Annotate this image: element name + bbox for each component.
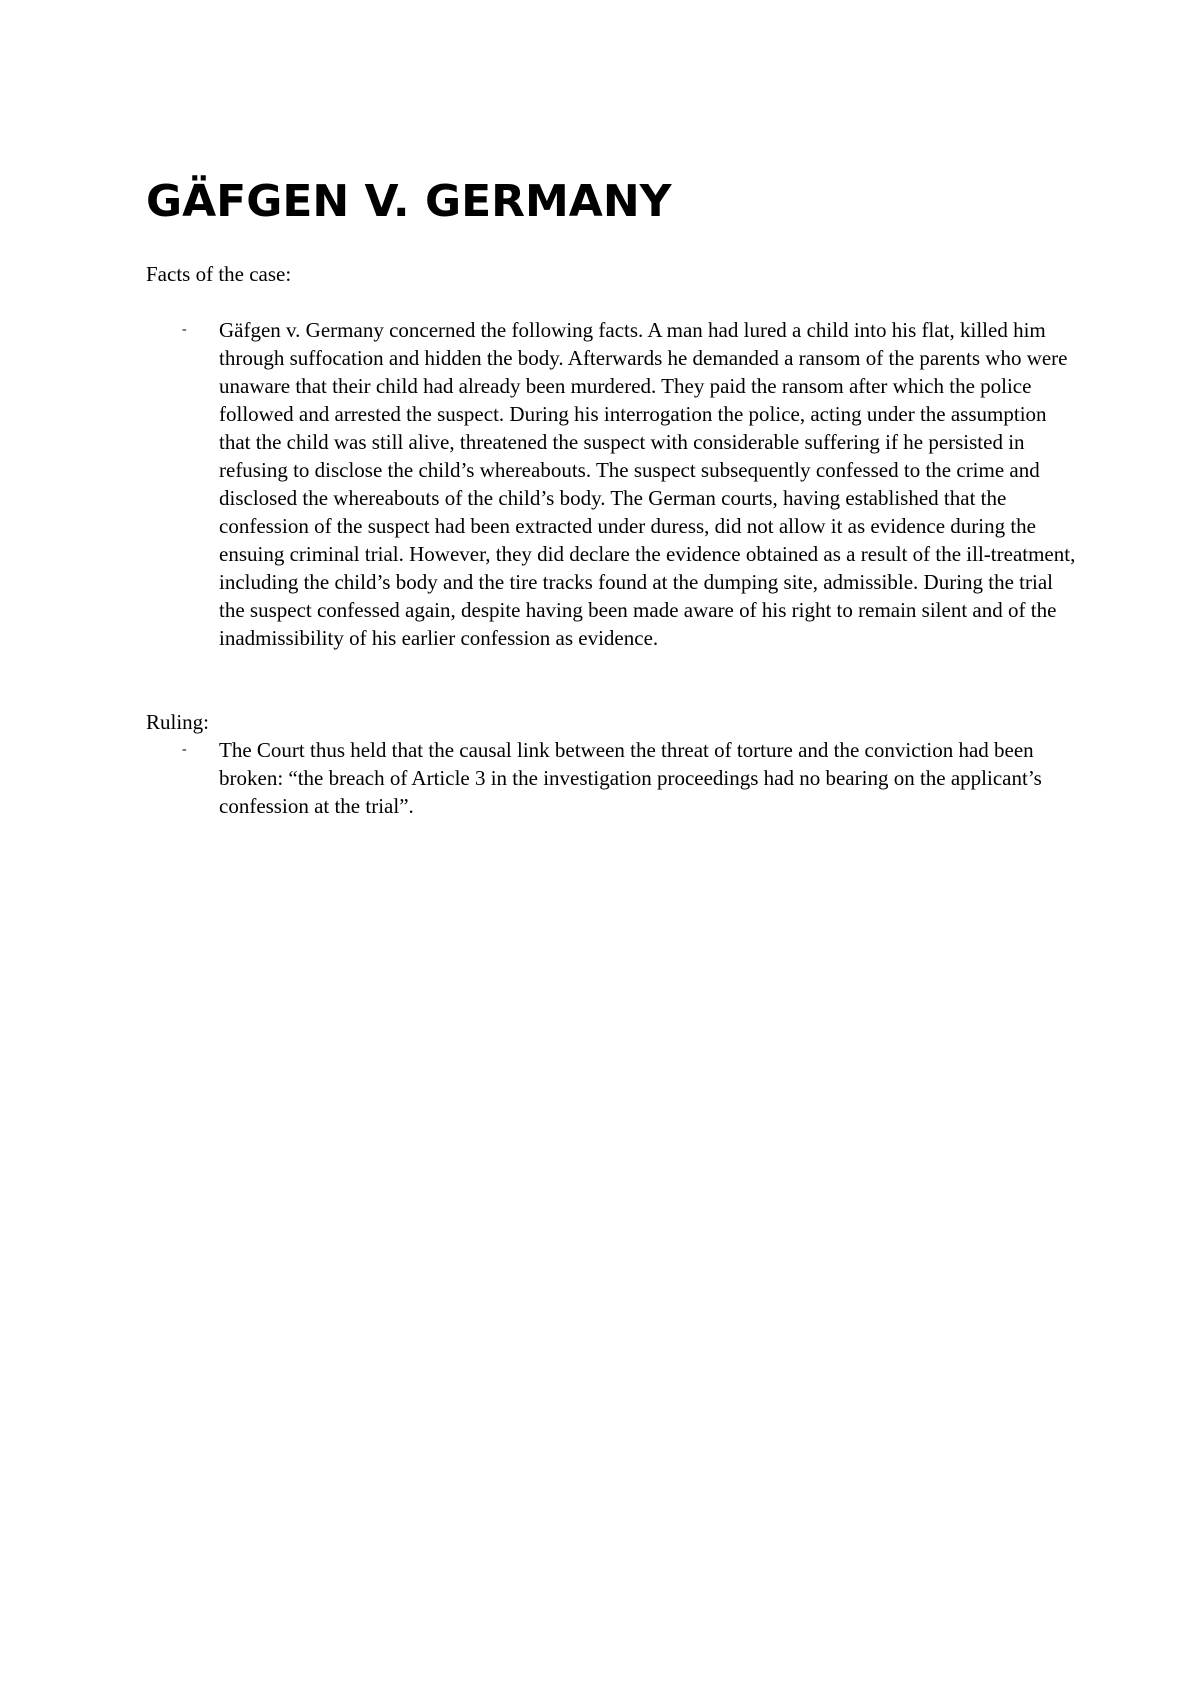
facts-paragraph: Gäfgen v. Germany concerned the following facts. A man had lured a child into his flat, killed him through suffocation and hidden the body. Afterwards he demanded a ransom of the parents who were unaware that their child had already been murdered. They paid the ransom after which the police followed and arrested the suspect. During his interrogation the police, acting under the assumption that the child was still alive, threatened the suspect with considerable suffering if he persisted in refusing to disclose the child’s whereabouts. The suspect subsequently confessed to the crime and disclosed the whereabouts of the child’s body. The German courts, having established that the confession of the suspect had been extracted under duress, did not allow it as evidence during the ensuing criminal trial. However, they did declare the evidence obtained as a result of the ill-treatment, including the child’s body and the tire tracks found at the dumping site, admissible. During the trial the suspect confessed again, despite having been made aware of his right to remain silent and of the inadmissibility of his earlier confession as evidence. — [219, 318, 1076, 650]
bullet-dash-icon: - — [182, 322, 187, 337]
facts-label: Facts of the case: — [146, 262, 292, 286]
document-title: GÄFGEN V. GERMANY — [146, 176, 672, 227]
facts-list-item — [146, 316, 1076, 652]
ruling-label: Ruling: — [146, 710, 210, 734]
ruling-list-item — [146, 736, 1076, 820]
ruling-paragraph: The Court thus held that the causal link between the threat of torture and the conviction had been broken: “the breach of Article 3 in the investigation proceedings had no bearing on the applicant’s confession at the trial”. — [219, 738, 1042, 818]
bullet-dash-icon: - — [182, 742, 187, 757]
